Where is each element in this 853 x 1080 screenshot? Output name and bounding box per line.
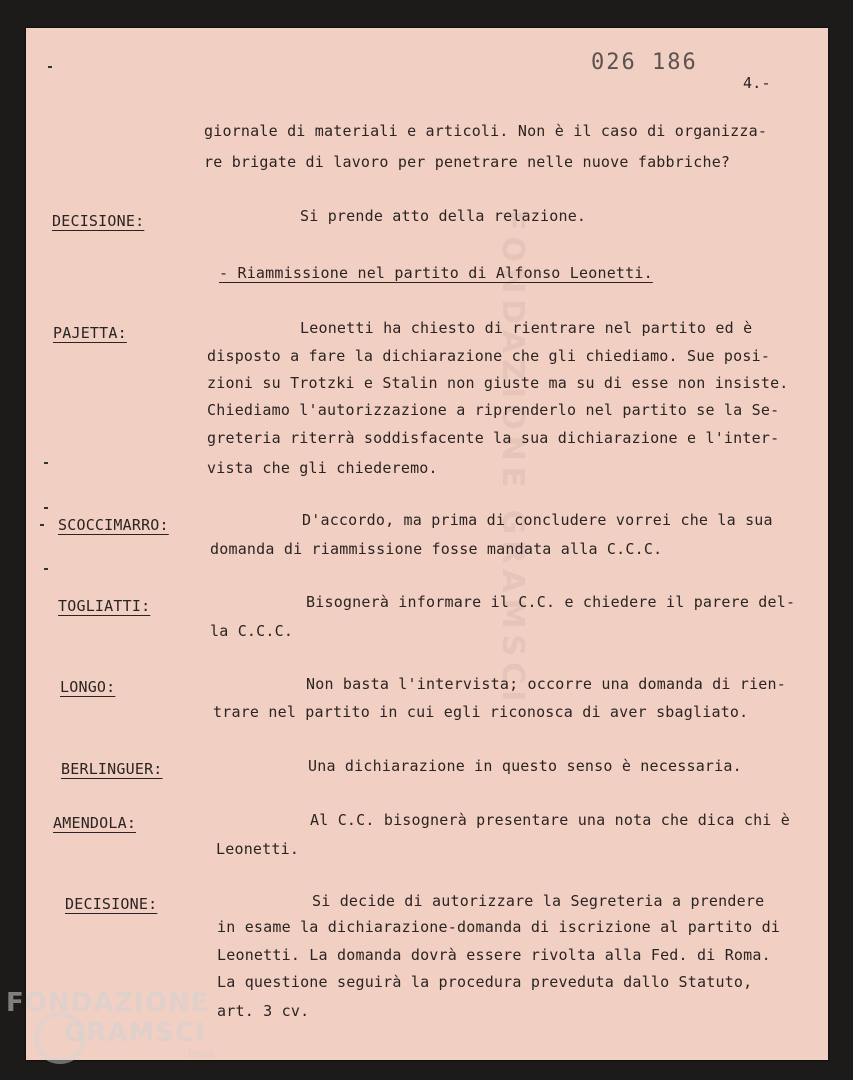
body-line: zioni su Trotzki e Stalin non giuste ma su di esse non insiste. bbox=[207, 374, 789, 392]
body-line: D'accordo, ma prima di concludere vorrei che la sua bbox=[302, 511, 773, 529]
body-line: Si prende atto della relazione. bbox=[300, 207, 587, 225]
watermark-line1: FONDAZIONE bbox=[6, 988, 210, 1018]
speaker-label-pajetta: PAJETTA: bbox=[53, 324, 127, 342]
speaker-label-longo: LONGO: bbox=[60, 678, 116, 696]
body-line: Bisognerà informare il C.C. e chiedere il parere del- bbox=[306, 593, 796, 611]
watermark-line2: GRAMSCI bbox=[64, 1018, 206, 1048]
speaker-label-scoccimarro: SCOCCIMARRO: bbox=[58, 516, 169, 534]
body-line: giornale di materiali e articoli. Non è il caso di organizza- bbox=[204, 122, 768, 140]
speaker-label-decisione: DECISIONE: bbox=[65, 895, 158, 913]
body-line: art. 3 cv. bbox=[217, 1002, 310, 1020]
body-line: Leonetti. bbox=[216, 840, 300, 858]
margin-mark bbox=[48, 66, 52, 68]
body-line: la C.C.C. bbox=[210, 622, 294, 640]
archive-number: 026 186 bbox=[591, 50, 698, 75]
watermark bbox=[6, 988, 209, 1048]
body-line: disposto a fare la dichiarazione che gli chiediamo. Sue posi- bbox=[207, 347, 771, 365]
body-line: trare nel partito in cui egli riconosca di aver sbagliato. bbox=[213, 703, 749, 721]
body-line: domanda di riammissione fosse mandata alla C.C.C. bbox=[210, 540, 663, 558]
body-line: Leonetti. La domanda dovrà essere rivolta alla Fed. di Roma. bbox=[217, 946, 771, 964]
watermark-small: Onlus bbox=[188, 1050, 214, 1060]
body-line: re brigate di lavoro per penetrare nelle nuove fabbriche? bbox=[204, 153, 731, 171]
speaker-label-decisione: DECISIONE: bbox=[52, 212, 145, 230]
body-line: vista che gli chiederemo. bbox=[207, 459, 438, 477]
body-line: Al C.C. bisognerà presentare una nota che dica chi è bbox=[310, 811, 790, 829]
margin-mark bbox=[44, 507, 48, 509]
body-line: Non basta l'intervista; occorre una domanda di rien- bbox=[306, 675, 786, 693]
body-line: Chiediamo l'autorizzazione a riprenderlo nel partito se la Se- bbox=[207, 401, 780, 419]
margin-mark bbox=[40, 524, 44, 526]
speaker-label-amendola: AMENDOLA: bbox=[53, 814, 137, 832]
speaker-label-berlinguer: BERLINGUER: bbox=[61, 760, 163, 778]
body-line: greteria riterrà soddisfacente la sua dichiarazione e l'inter- bbox=[207, 429, 780, 447]
body-line: Una dichiarazione in questo senso è necessaria. bbox=[308, 757, 742, 775]
body-line: La questione seguirà la procedura preveduta dallo Statuto, bbox=[217, 973, 753, 991]
margin-mark bbox=[44, 568, 48, 570]
page-number: 4.- bbox=[743, 74, 771, 92]
body-line: Si decide di autorizzare la Segreteria a prendere bbox=[312, 892, 765, 910]
body-line: in esame la dichiarazione-domanda di iscrizione al partito di bbox=[217, 918, 781, 936]
background-stamp: FONDAZIONE GRAMSCI bbox=[495, 210, 530, 708]
margin-mark bbox=[44, 462, 48, 464]
speaker-label-togliatti: TOGLIATTI: bbox=[58, 597, 151, 615]
section-heading: - Riammissione nel partito di Alfonso Leonetti. bbox=[219, 264, 653, 282]
body-line: Leonetti ha chiesto di rientrare nel partito ed è bbox=[300, 319, 753, 337]
